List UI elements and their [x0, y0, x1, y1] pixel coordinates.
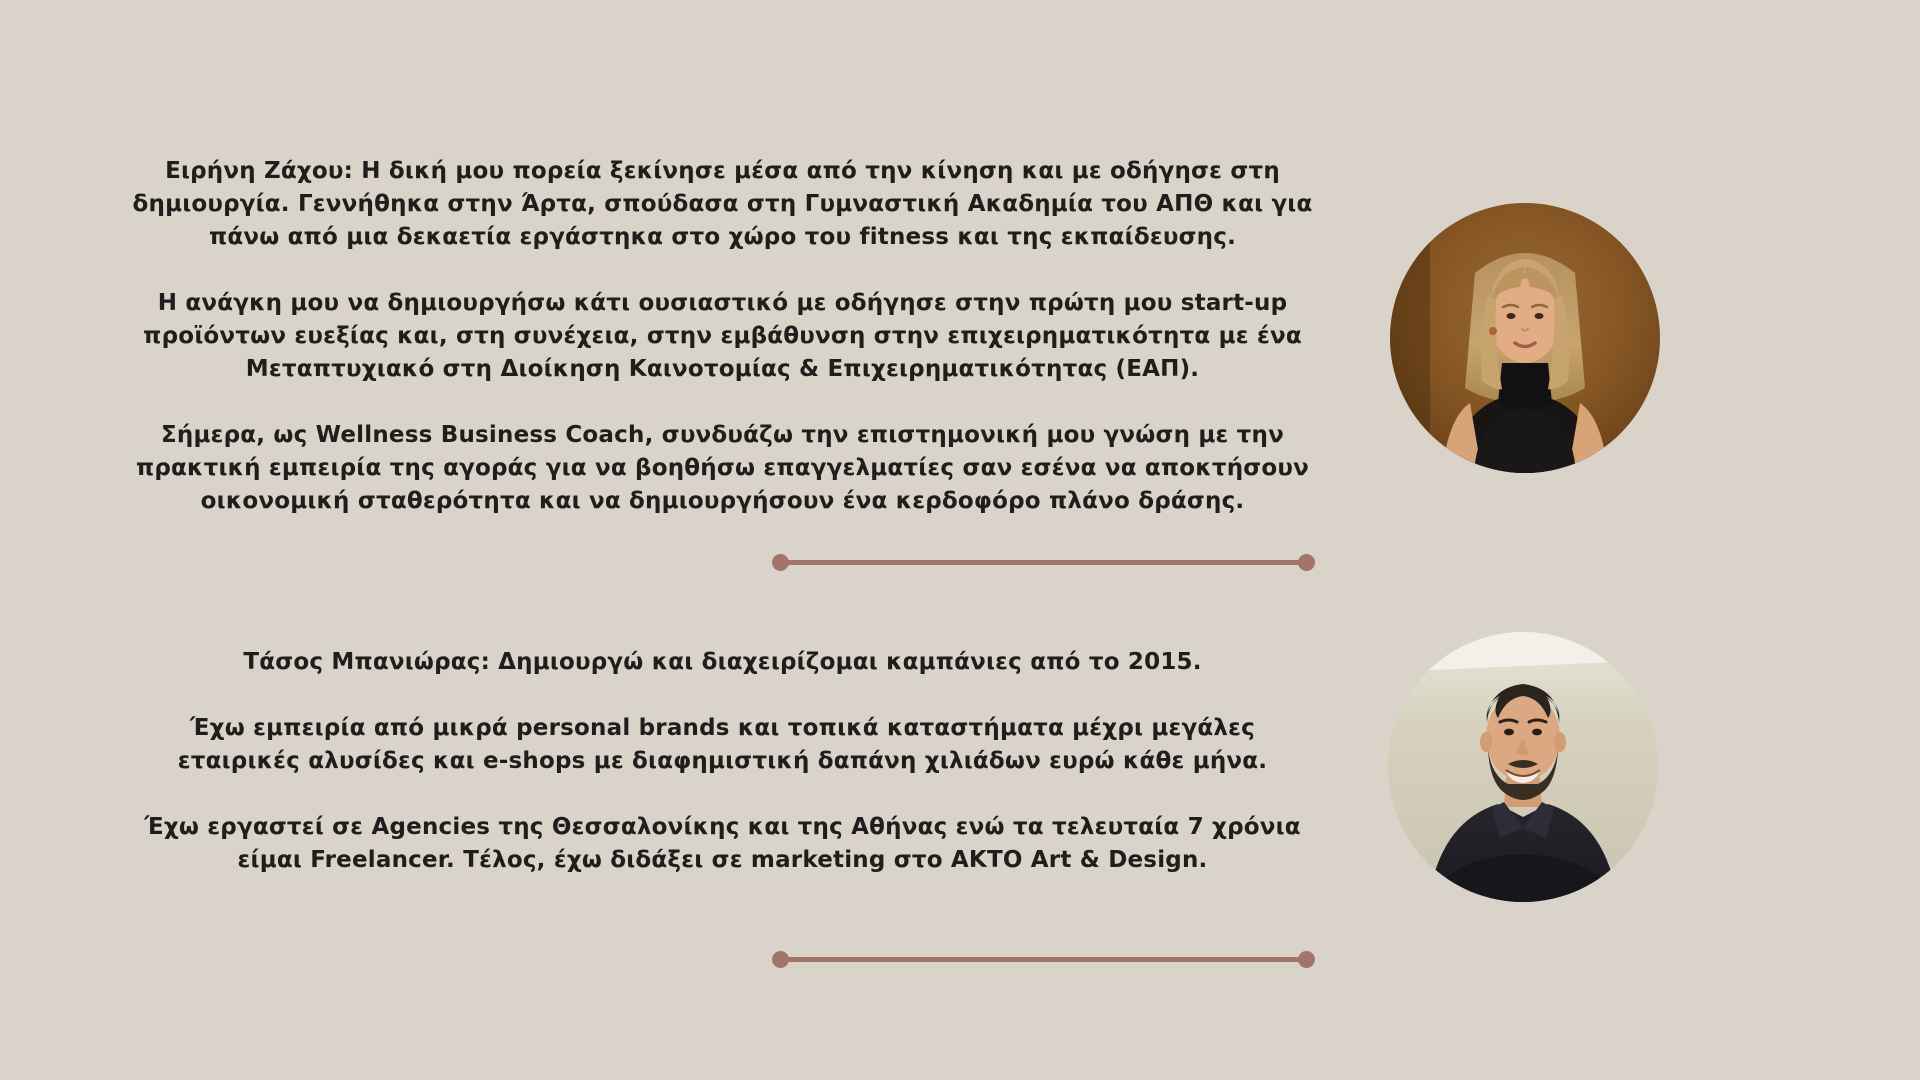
divider-right-dot	[1298, 554, 1315, 571]
man-portrait-image	[1388, 632, 1658, 902]
section-divider	[772, 554, 1315, 571]
bio-paragraph: Η ανάγκη μου να δημιουργήσω κάτι ουσιαστικό με οδήγησε στην πρώτη μου start-up προϊόντων ευεξίας και, στη συνέχεια, στην εμβάθυνση στην επιχειρηματικότητα με ένα Μεταπτυχιακό στη Διοίκηση Καινοτομίας & Επιχειρηματικότητας (ΕΑΠ).	[143, 290, 1302, 382]
bio-section-tasos	[125, 646, 1320, 877]
bio-section-eirini	[125, 155, 1320, 518]
woman-portrait-image	[1390, 203, 1660, 473]
bio-paragraph: Τάσος Μπανιώρας: Δημιουργώ και διαχειρίζομαι καμπάνιες από το 2015.	[243, 649, 1202, 675]
portrait-tasos-banioras	[1388, 632, 1658, 902]
bio-paragraph: Έχω εμπειρία από μικρά personal brands και τοπικά καταστήματα μέχρι μεγάλες εταιρικές αλυσίδες και e-shops με διαφημιστική δαπάνη χιλιάδων ευρώ κάθε μήνα.	[177, 715, 1268, 774]
bio-paragraph: Έχω εργαστεί σε Agencies της Θεσσαλονίκης και της Αθήνας ενώ τα τελευταία 7 χρόνια είμαι Freelancer. Τέλος, έχω διδάξει σε marketing στο ΑΚΤΟ Art & Design.	[144, 814, 1301, 873]
portrait-eirini-zachou	[1390, 203, 1660, 473]
divider-right-dot	[1298, 951, 1315, 968]
bio-paragraph: Σήμερα, ως Wellness Business Coach, συνδυάζω την επιστημονική μου γνώση με την πρακτική εμπειρία της αγοράς για να βοηθήσω επαγγελματίες σαν εσένα να αποκτήσουν οικονομική σταθερότητα και να δημιουργήσουν ένα κερδοφόρο πλάνο δράσης.	[135, 422, 1310, 514]
section-divider	[772, 951, 1315, 968]
divider-line	[787, 560, 1300, 565]
divider-line	[787, 957, 1300, 962]
bio-paragraph: Ειρήνη Ζάχου: Η δική μου πορεία ξεκίνησε μέσα από την κίνηση και με οδήγησε στη δημιουργία. Γεννήθηκα στην Άρτα, σπούδασα στη Γυμναστική Ακαδημία του ΑΠΘ και για πάνω από μια δεκαετία εργάστηκα στο χώρο του fitness και της εκπαίδευσης.	[132, 158, 1313, 250]
